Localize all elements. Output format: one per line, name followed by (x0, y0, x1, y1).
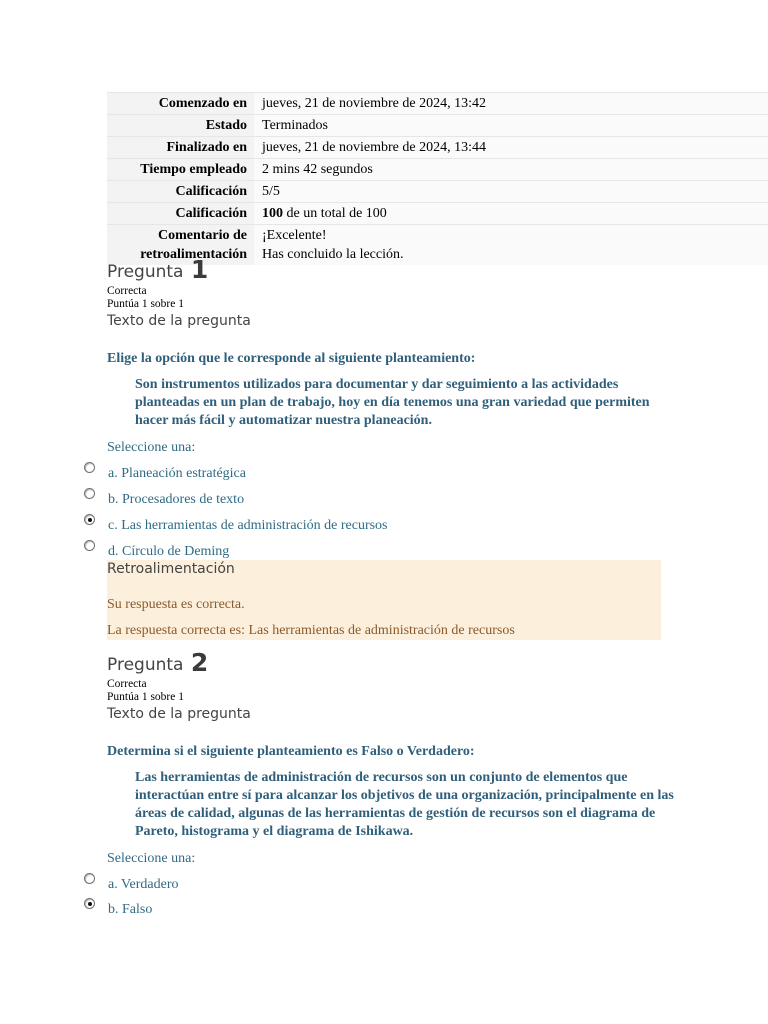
summary-label: Calificación (107, 181, 254, 203)
feedback-heading: Retroalimentación (107, 561, 235, 577)
summary-value: jueves, 21 de noviembre de 2024, 13:44 (254, 137, 768, 159)
grade-value: 100 (262, 206, 283, 221)
radio-button[interactable] (84, 462, 95, 473)
summary-row-grade (107, 203, 768, 225)
question-text-heading: Texto de la pregunta (107, 313, 251, 329)
option-label: b. Procesadores de texto (108, 492, 245, 507)
radio-button-selected[interactable] (84, 514, 95, 525)
grade-total: de un total de 100 (283, 206, 387, 221)
summary-row-marks (107, 181, 768, 203)
summary-value: Terminados (254, 115, 768, 137)
question-2-stem: Las herramientas de administración de recursos son un conjunto de elementos que interactúan entre sí para alcanzar los objetivos de una organización, principalmente en las áreas de calidad, algunas de las herramientas de gestión de recursos son el diagrama de Pareto, histograma y el diagrama de Ishikawa. (135, 770, 674, 839)
question-2-prompt: Determina si el siguiente planteamiento es Falso o Verdadero: (107, 744, 475, 759)
summary-label: Finalizado en (107, 137, 254, 159)
option-label: a. Verdadero (108, 877, 179, 892)
summary-row-started (107, 93, 768, 115)
feedback-comment-line: ¡Excelente! (262, 228, 327, 243)
question-word: Pregunta (107, 262, 184, 282)
question-state: Correcta (107, 678, 147, 690)
question-1-feedback-panel (107, 560, 661, 640)
summary-label: Comenzado en (107, 93, 254, 115)
question-number-value: 2 (190, 648, 209, 677)
question-word: Pregunta (107, 655, 184, 675)
question-2-option-b[interactable] (84, 898, 504, 918)
question-grade: Puntúa 1 sobre 1 (107, 691, 184, 703)
question-1-option-b[interactable] (84, 488, 504, 508)
summary-row-finished (107, 137, 768, 159)
radio-button-selected[interactable] (84, 898, 95, 909)
attempt-summary-table (107, 92, 768, 265)
summary-label-line: Comentario de (157, 228, 247, 243)
question-state: Correcta (107, 285, 147, 297)
question-1-option-c[interactable] (84, 514, 504, 534)
question-text-heading: Texto de la pregunta (107, 706, 251, 722)
question-1-option-d[interactable] (84, 540, 504, 560)
feedback-comment-line: Has concluido la lección. (262, 247, 404, 262)
summary-row-state (107, 115, 768, 137)
option-label: d. Círculo de Deming (108, 544, 230, 559)
question-1-stem: Son instrumentos utilizados para documentar y dar seguimiento a las actividades planteadas en un plan de trabajo, hoy en día tenemos una gran variedad que permiten hacer más fácil y automatizar nuestra planeación. (135, 377, 650, 428)
summary-label: Tiempo empleado (107, 159, 254, 181)
option-label: a. Planeación estratégica (108, 466, 246, 481)
radio-button[interactable] (84, 873, 95, 884)
feedback-right-answer: La respuesta correcta es: Las herramientas de administración de recursos (107, 623, 515, 638)
question-1-option-a[interactable] (84, 462, 504, 482)
question-number (107, 257, 667, 285)
summary-label: Estado (107, 115, 254, 137)
feedback-message: Su respuesta es correcta. (107, 597, 245, 612)
summary-row-time-taken (107, 159, 768, 181)
summary-value: jueves, 21 de noviembre de 2024, 13:42 (254, 93, 768, 115)
question-1-select-label: Seleccione una: (107, 440, 196, 455)
summary-value (254, 203, 768, 225)
question-1-info (107, 257, 667, 330)
radio-button[interactable] (84, 488, 95, 499)
summary-label: Calificación (107, 203, 254, 225)
summary-value: 5/5 (254, 181, 768, 203)
question-number (107, 650, 667, 678)
question-1-prompt: Elige la opción que le corresponde al siguiente planteamiento: (107, 351, 476, 366)
option-label: b. Falso (108, 902, 153, 917)
summary-value: 2 mins 42 segundos (254, 159, 768, 181)
question-grade: Puntúa 1 sobre 1 (107, 298, 184, 310)
radio-button[interactable] (84, 540, 95, 551)
question-number-value: 1 (190, 255, 209, 284)
option-label: c. Las herramientas de administración de recursos (108, 518, 388, 533)
question-2-info (107, 650, 667, 723)
question-2-option-a[interactable] (84, 873, 504, 893)
summary-label-line: retroalimentación (140, 247, 247, 262)
question-2-select-label: Seleccione una: (107, 851, 196, 866)
